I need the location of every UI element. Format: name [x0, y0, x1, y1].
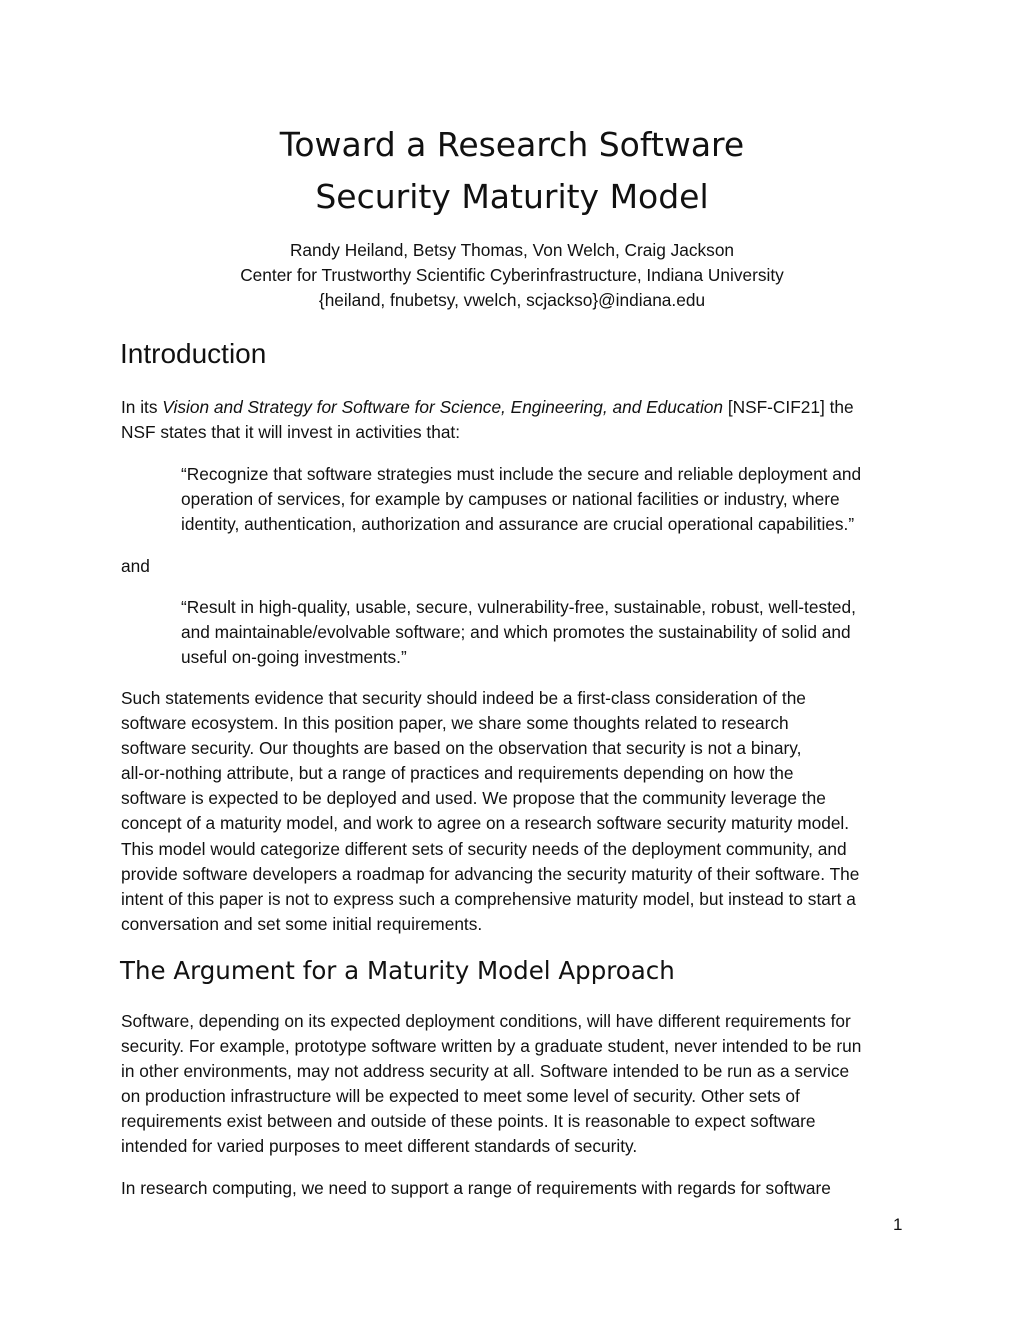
intro-paragraph-1 — [121, 395, 854, 445]
cited-title: Vision and Strategy for Software for Science, Engineering, and Education — [162, 397, 724, 417]
section-heading-argument: The Argument for a Maturity Model Approach — [120, 956, 675, 985]
page-number: 1 — [893, 1215, 903, 1234]
text-line: conversation and set some initial requirements. — [121, 913, 483, 934]
quote-1 — [181, 462, 861, 537]
text-line: on production infrastructure will be expected to meet some level of security. Other sets of — [121, 1086, 800, 1107]
text-line: Such statements evidence that security should indeed be a first-class consideration of the — [121, 688, 806, 708]
text-line: software ecosystem. In this position paper, we share some thoughts related to research — [121, 713, 789, 734]
text-line: all-or-nothing attribute, but a range of practices and requirements depending on how the — [121, 763, 794, 784]
author-block — [0, 238, 1024, 313]
text-line: In research computing, we need to support a range of requirements with regards for software — [121, 1178, 831, 1198]
text: [NSF-CIF21] the — [723, 397, 854, 417]
text-line: “Recognize that software strategies must include the secure and reliable deployment and — [181, 464, 862, 484]
text-line: This model would categorize different sets of security needs of the deployment community, and — [121, 838, 847, 859]
argument-paragraph-1 — [121, 1009, 861, 1160]
title-line: Security Maturity Model — [315, 177, 709, 216]
text: In its — [121, 397, 163, 417]
text-line: identity, authentication, authorization and assurance are crucial operational capabilities.” — [181, 514, 855, 535]
section-heading-introduction: Introduction — [120, 338, 267, 369]
text-line: concept of a maturity model, and work to agree on a research software security maturity model. — [121, 813, 850, 834]
text-line: in other environments, may not address security at all. Software intended to be run as a service — [121, 1061, 850, 1082]
text-line: software security. Our thoughts are based on the observation that security is not a binary, — [121, 738, 802, 759]
text-line: “Result in high-quality, usable, secure, vulnerability-free, sustainable, robust, well-tested, — [181, 597, 856, 617]
author-names: Randy Heiland, Betsy Thomas, Von Welch, Craig Jackson — [289, 240, 735, 260]
text-line: Software, depending on its expected deployment conditions, will have different requirements for — [121, 1011, 851, 1031]
text-line: intended for varied purposes to meet different standards of security. — [121, 1136, 638, 1157]
text-line: requirements exist between and outside of these points. It is reasonable to expect software — [121, 1111, 816, 1132]
text-line: provide software developers a roadmap for advancing the security maturity of their software. The — [121, 863, 860, 884]
paper-title — [0, 119, 1024, 223]
text-line: intent of this paper is not to express such a comprehensive maturity model, but instead to start a — [121, 888, 856, 909]
text: NSF states that it will invest in activities that: — [121, 422, 461, 443]
intro-paragraph-2 — [121, 686, 859, 937]
text-line: useful on-going investments.” — [181, 647, 407, 668]
argument-paragraph-2 — [121, 1176, 831, 1201]
author-emails: {heiland, fnubetsy, vwelch, scjackso}@indiana.edu — [318, 290, 706, 310]
text-line: security. For example, prototype software written by a graduate student, never intended to be run — [121, 1036, 862, 1057]
text-line: operation of services, for example by campuses or national facilities or industry, where — [181, 489, 840, 510]
quote-2 — [181, 595, 856, 670]
text-line: and maintainable/evolvable software; and which promotes the sustainability of solid and — [181, 622, 851, 643]
text-line: software is expected to be deployed and used. We propose that the community leverage the — [121, 788, 826, 809]
conjunction-and: and — [121, 556, 150, 576]
affiliation: Center for Trustworthy Scientific Cyberinfrastructure, Indiana University — [240, 265, 784, 285]
title-line: Toward a Research Software — [279, 125, 745, 164]
